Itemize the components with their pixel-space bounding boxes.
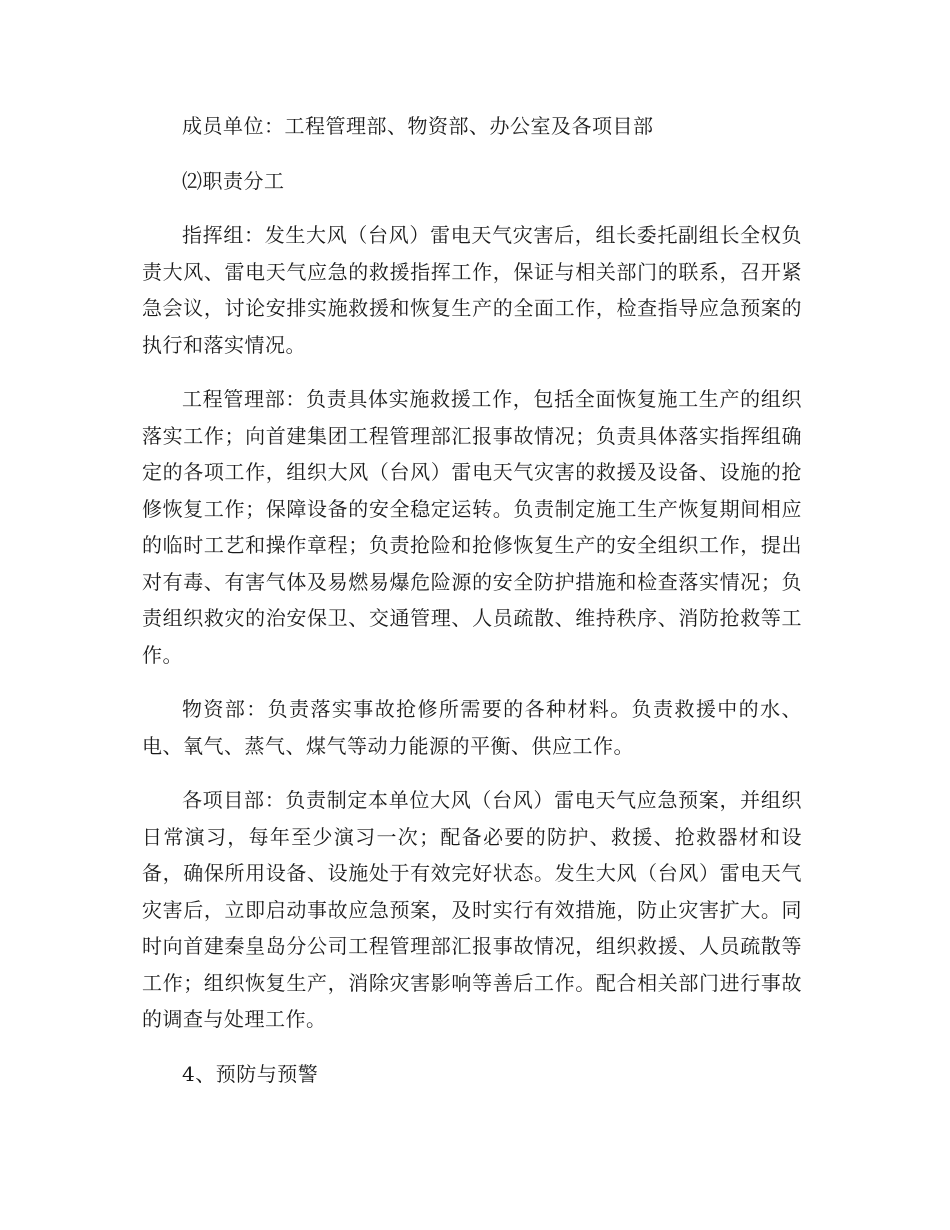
command-group-paragraph: 指挥组：发生大风（台风）雷电天气灾害后，组长委托副组长全权负责大风、雷电天气应急的救援指挥工作，保证与相关部门的联系，召开紧急会议，讨论安排实施救援和恢复生产的全面工作，检查指导应急预案的执行和落实情况。 [142,223,802,357]
project-depts-paragraph: 各项目部：负责制定本单位大风（台风）雷电天气应急预案，并组织日常演习，每年至少演习一次；配备必要的防护、救援、抢救器材和设备，确保所用设备、设施处于有效完好状态。发生大风（台风）雷电天气灾害后，立即启动事故应急预案，及时实行有效措施，防止灾害扩大。同时向首建秦皇岛分公司工程管理部汇报事故情况，组织救援、人员疏散等工作；组织恢复生产，消除灾害影响等善后工作。配合相关部门进行事故的调查与处理工作。 [142,788,802,1031]
member-units-paragraph: 成员单位：工程管理部、物资部、办公室及各项目部 [182,114,654,138]
engineering-dept-paragraph: 工程管理部：负责具体实施救援工作，包括全面恢复施工生产的组织落实工作；向首建集团工程管理部汇报事故情况；负责具体落实指挥组确定的各项工作，组织大风（台风）雷电天气灾害的救援及设备、设施的抢修恢复工作；保障设备的安全稳定运转。负责制定施工生产恢复期间相应的临时工艺和操作章程；负责抢险和抢修恢复生产的安全组织工作，提出对有毒、有害气体及易燃易爆危险源的安全防护措施和检查落实情况；负责组织救灾的治安保卫、交通管理、人员疏散、维持秩序、消防抢救等工作。 [142,387,802,667]
document-body [142,108,802,1110]
section-heading-prevention: 4、预防与预警 [182,1061,319,1086]
materials-dept-paragraph: 物资部：负责落实事故抢修所需要的各种材料。负责救援中的水、电、氧气、蒸气、煤气等动力能源的平衡、供应工作。 [142,697,802,758]
duty-division-heading: ⑵职责分工 [182,168,285,193]
